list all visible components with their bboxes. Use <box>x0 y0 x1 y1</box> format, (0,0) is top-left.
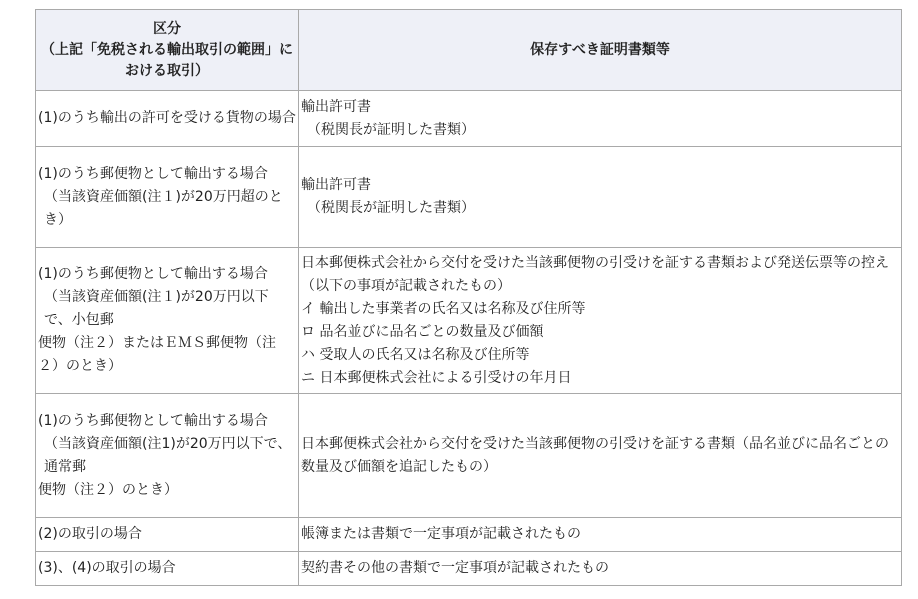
category-line: 便物（注２）のとき） <box>38 481 178 498</box>
table-header-row <box>36 10 902 91</box>
document-line: ロ 品名並びに品名ごとの数量及び価額 <box>301 323 544 340</box>
table-row <box>36 552 902 586</box>
row-documents-cell <box>299 91 902 147</box>
document-line: （税関長が証明した書類） <box>307 121 475 138</box>
row-category-cell <box>36 147 299 248</box>
certificate-table <box>35 9 902 586</box>
row-documents-cell <box>299 518 902 552</box>
category-line: (2)の取引の場合 <box>38 526 142 542</box>
row-documents-cell <box>299 552 902 586</box>
header-category-note: （上記「免税される輸出取引の範囲」における取引） <box>41 41 293 79</box>
row-documents-cell <box>299 147 902 248</box>
category-line: (1)のうち郵便物として輸出する場合 <box>38 165 268 182</box>
row-category-cell <box>36 394 299 518</box>
document-line: ニ 日本郵便株式会社による引受けの年月日 <box>301 369 572 386</box>
category-line: （当該資産価額(注１)が20万円超のとき） <box>44 188 283 228</box>
row-documents-cell <box>299 394 902 518</box>
category-line: （当該資産価額(注１)が20万円以下で、小包郵 <box>44 289 269 328</box>
document-line: イ 輸出した事業者の氏名又は名称及び住所等 <box>301 300 586 317</box>
header-category-title: 区分 <box>153 20 181 37</box>
row-category-cell <box>36 518 299 552</box>
document-line: （税関長が証明した書類） <box>307 200 475 216</box>
document-line: 契約書その他の書類で一定事項が記載されたもの <box>301 560 609 576</box>
table-row <box>36 91 902 147</box>
certificate-table-container <box>35 9 902 586</box>
row-category-cell <box>36 248 299 394</box>
category-line: （当該資産価額(注1)が20万円以下で、通常郵 <box>44 435 292 475</box>
document-line: 輸出許可書 <box>301 177 371 193</box>
category-line: (3)、(4)の取引の場合 <box>38 560 176 576</box>
category-line: (1)のうち輸出の許可を受ける貨物の場合 <box>38 110 296 126</box>
category-line: (1)のうち郵便物として輸出する場合 <box>38 266 268 282</box>
header-category <box>36 10 299 91</box>
document-line: 日本郵便株式会社から交付を受けた当該郵便物の引受けを証する書類（品名並びに品名ごとの数量及び価額を追記したもの） <box>301 435 889 475</box>
table-row <box>36 518 902 552</box>
row-category-cell <box>36 91 299 147</box>
table-row <box>36 147 902 248</box>
category-line: (1)のうち郵便物として輸出する場合 <box>38 412 268 429</box>
row-category-cell <box>36 552 299 586</box>
table-row <box>36 248 902 394</box>
category-line: 便物（注２）またはＥＭＳ郵便物（注２）のとき） <box>38 335 276 374</box>
document-line: 日本郵便株式会社から交付を受けた当該郵便物の引受けを証する書類および発送伝票等の控え（以下の事項が記載されたもの） <box>301 254 889 294</box>
header-documents: 保存すべき証明書類等 <box>299 10 902 91</box>
document-line: 帳簿または書類で一定事項が記載されたもの <box>301 526 581 542</box>
row-documents-cell <box>299 248 902 394</box>
document-line: ハ 受取人の氏名又は名称及び住所等 <box>301 346 530 363</box>
document-line: 輸出許可書 <box>301 98 371 115</box>
table-row <box>36 394 902 518</box>
